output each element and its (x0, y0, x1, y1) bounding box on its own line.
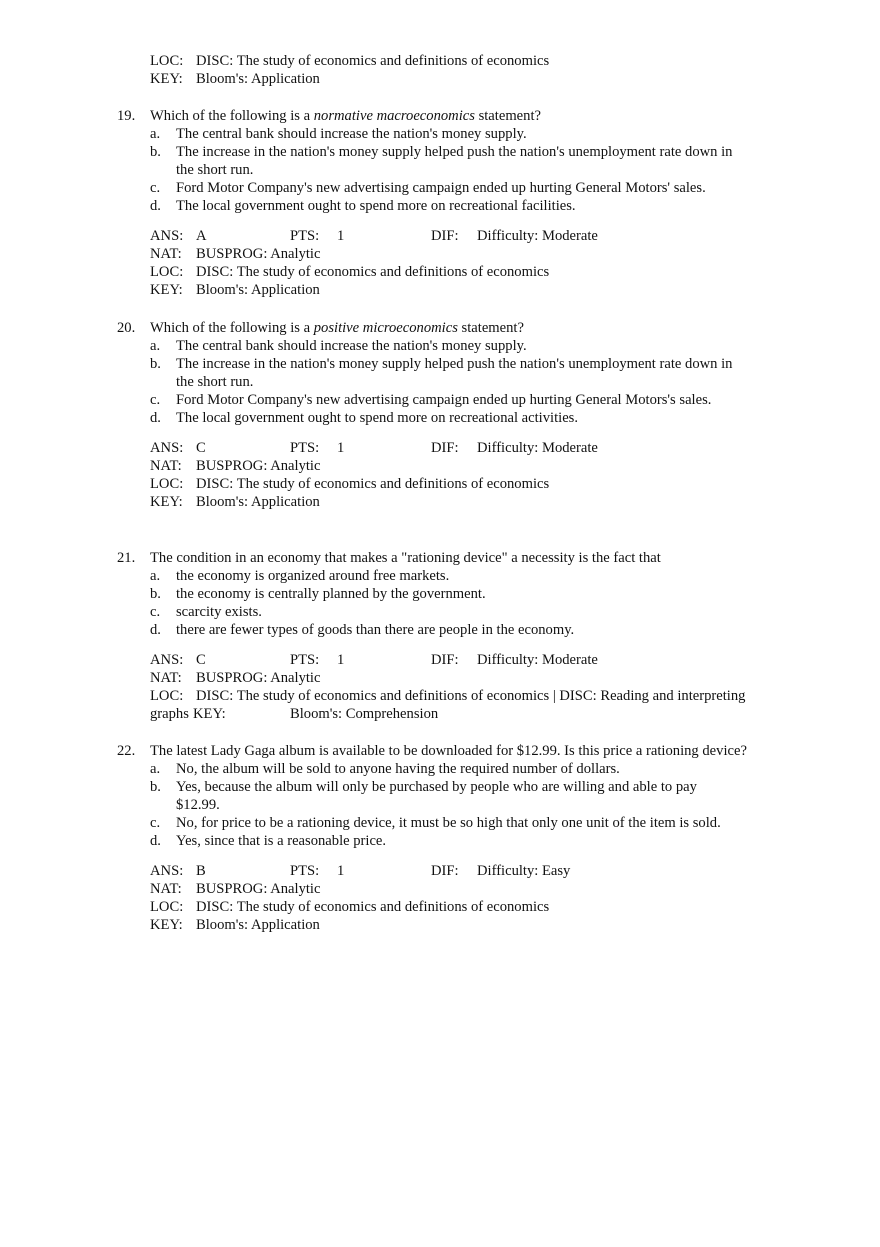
key-label: KEY: (150, 71, 183, 87)
key-label: KEY: (150, 917, 183, 933)
dif-label: DIF: (431, 228, 459, 244)
nat-label: NAT: (150, 670, 182, 686)
dif-label: DIF: (431, 863, 459, 879)
pts-value: 1 (337, 863, 345, 879)
option-text: The local government ought to spend more on recreational facilities. (176, 198, 576, 214)
option-letter: d. (150, 410, 161, 426)
ans-value: C (196, 652, 206, 668)
question-22 (0, 742, 880, 934)
option-letter: d. (150, 198, 161, 214)
key-value: Bloom's: Application (196, 494, 320, 510)
loc-label: LOC: (150, 476, 184, 492)
loc-value: DISC: The study of economics and definitions of economics (196, 53, 550, 69)
option-letter: b. (150, 356, 161, 372)
pts-value: 1 (337, 228, 345, 244)
dif-value: Difficulty: Easy (477, 863, 571, 879)
option-letter: c. (150, 815, 161, 831)
question-stem: Which of the following is a positive microeconomics statement? (150, 320, 524, 336)
question-stem: The condition in an economy that makes a "rationing device" a necessity is the fact that (150, 550, 661, 566)
option-letter: d. (150, 833, 161, 849)
option-text: The central bank should increase the nation's money supply. (176, 338, 527, 354)
loc-label: LOC: (150, 264, 184, 280)
pts-label: PTS: (290, 440, 320, 456)
option-text: Yes, because the album will only be purchased by people who are willing and able to pay $12.99. (176, 779, 697, 813)
option-letter: a. (150, 126, 161, 142)
option-text: there are fewer types of goods than there are people in the economy. (176, 622, 575, 638)
option-text: Ford Motor Company's new advertising campaign ended up hurting General Motors' sales. (176, 180, 706, 196)
nat-value: BUSPROG: Analytic (196, 246, 321, 262)
key-value: Bloom's: Application (196, 71, 320, 87)
nat-label: NAT: (150, 881, 182, 897)
option-text: the economy is organized around free markets. (176, 568, 450, 584)
pts-label: PTS: (290, 652, 320, 668)
dif-label: DIF: (431, 652, 459, 668)
option-letter: c. (150, 604, 161, 620)
answer-row (0, 227, 880, 245)
option-letter: c. (150, 180, 161, 196)
option-letter: a. (150, 338, 161, 354)
ans-label: ANS: (150, 228, 184, 244)
loc-value: DISC: The study of economics and definitions of economics (196, 264, 550, 280)
answer-row (0, 862, 880, 880)
option-text: No, for price to be a rationing device, it must be so high that only one unit of the item is sold. (176, 815, 721, 831)
dif-value: Difficulty: Moderate (477, 440, 598, 456)
dif-label: DIF: (431, 440, 459, 456)
option-text: the economy is centrally planned by the government. (176, 586, 486, 602)
nat-value: BUSPROG: Analytic (196, 458, 321, 474)
key-label: KEY: (193, 706, 226, 722)
option-letter: b. (150, 144, 161, 160)
loc-value: DISC: The study of economics and definitions of economics (196, 476, 550, 492)
option-text: Ford Motor Company's new advertising campaign ended up hurting General Motors's sales. (176, 392, 712, 408)
pts-value: 1 (337, 440, 345, 456)
key-value: Bloom's: Application (196, 282, 320, 298)
dif-value: Difficulty: Moderate (477, 228, 598, 244)
ans-value: C (196, 440, 206, 456)
ans-label: ANS: (150, 652, 184, 668)
key-label: KEY: (150, 494, 183, 510)
question-21 (0, 549, 880, 723)
answer-row (0, 439, 880, 457)
question-stem: The latest Lady Gaga album is available to be downloaded for $12.99. Is this price a rationing device? (150, 743, 747, 759)
key-label: KEY: (150, 282, 183, 298)
previous-question-meta (0, 52, 880, 88)
loc-label: LOC: (150, 688, 184, 704)
option-text: scarcity exists. (176, 604, 262, 620)
option-letter: d. (150, 622, 161, 638)
question-number: 20. (117, 320, 136, 336)
option-text: The increase in the nation's money supply helped push the nation's unemployment rate down in the short run. (176, 144, 733, 178)
nat-value: BUSPROG: Analytic (196, 881, 321, 897)
pts-label: PTS: (290, 228, 320, 244)
dif-value: Difficulty: Moderate (477, 652, 598, 668)
question-number: 19. (117, 108, 136, 124)
option-text: The central bank should increase the nation's money supply. (176, 126, 527, 142)
option-letter: a. (150, 568, 161, 584)
option-text: The increase in the nation's money supply helped push the nation's unemployment rate down in the short run. (176, 356, 733, 390)
nat-label: NAT: (150, 458, 182, 474)
question-number: 21. (117, 550, 136, 566)
loc-label: LOC: (150, 899, 184, 915)
loc-continuation: graphs (150, 706, 189, 722)
answer-row (0, 651, 880, 669)
question-number: 22. (117, 743, 136, 759)
key-value: Bloom's: Application (196, 917, 320, 933)
option-letter: c. (150, 392, 161, 408)
loc-value: DISC: The study of economics and definitions of economics (196, 899, 550, 915)
option-letter: a. (150, 761, 161, 777)
loc-label: LOC: (150, 53, 184, 69)
ans-value: B (196, 863, 206, 879)
ans-label: ANS: (150, 440, 184, 456)
nat-value: BUSPROG: Analytic (196, 670, 321, 686)
pts-value: 1 (337, 652, 345, 668)
pts-label: PTS: (290, 863, 320, 879)
ans-value: A (196, 228, 207, 244)
option-text: The local government ought to spend more on recreational activities. (176, 410, 579, 426)
question-stem: Which of the following is a normative macroeconomics statement? (150, 108, 541, 124)
question-20 (0, 319, 880, 511)
ans-label: ANS: (150, 863, 184, 879)
option-letter: b. (150, 586, 161, 602)
option-letter: b. (150, 779, 161, 795)
loc-value: DISC: The study of economics and definitions of economics | DISC: Reading and interpreting (196, 688, 746, 704)
key-value: Bloom's: Comprehension (290, 706, 439, 722)
nat-label: NAT: (150, 246, 182, 262)
question-19 (0, 107, 880, 299)
option-text: No, the album will be sold to anyone having the required number of dollars. (176, 761, 620, 777)
option-text: Yes, since that is a reasonable price. (176, 833, 387, 849)
